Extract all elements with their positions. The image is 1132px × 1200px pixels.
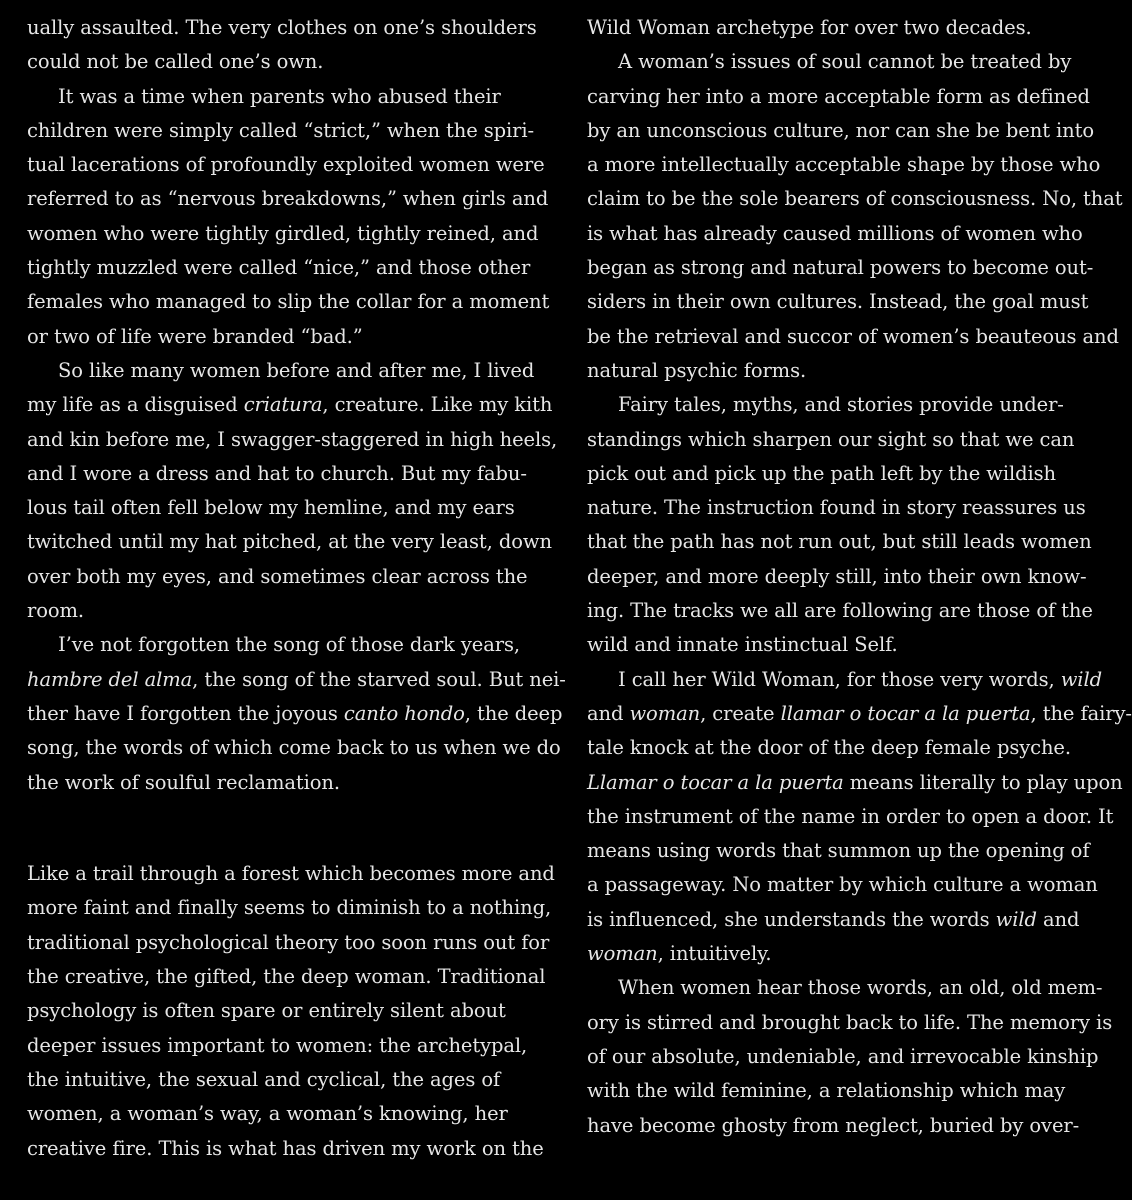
text-run: the instrument of the name in order to open a door. It: [587, 804, 1114, 828]
text-run: began as strong and natural powers to become out-: [587, 256, 1094, 280]
text-line: [587, 354, 1097, 388]
text-line: [27, 423, 558, 457]
text-run: , the fairy-: [1030, 701, 1132, 725]
text-line: [587, 1109, 1097, 1143]
text-run: ing. The tracks we all are following are those of the: [587, 599, 1093, 623]
italic-text: wild: [1060, 667, 1102, 691]
text-line: [587, 697, 1132, 731]
text-line: [27, 491, 547, 525]
text-line: [587, 80, 1097, 114]
text-run: of our absolute, undeniable, and irrevocable kinship: [587, 1044, 1099, 1068]
text-line: [27, 994, 547, 1028]
text-run: women who were tightly girdled, tightly reined, and: [27, 221, 539, 245]
text-run: traditional psychological theory too soon runs out for: [27, 930, 550, 954]
text-run: , intuitively.: [657, 942, 772, 966]
text-line: [27, 525, 552, 559]
text-line: [587, 1040, 1097, 1074]
text-run: twitched until my hat pitched, at the very least, down: [27, 530, 552, 554]
paragraph-gap: [27, 834, 547, 857]
text-line: [27, 217, 547, 251]
italic-text: woman: [629, 701, 701, 725]
text-run: children were simply called “strict,” when the spiri-: [27, 118, 535, 142]
text-line: [587, 1074, 1097, 1108]
text-run: deeper, and more deeply still, into their own know-: [587, 564, 1087, 588]
text-run: claim to be the sole bearers of consciousness. No, that: [587, 187, 1123, 211]
text-line: [27, 80, 547, 114]
text-run: I call her Wild Woman, for those very words,: [618, 667, 1061, 691]
text-run: is what has already caused millions of women who: [587, 221, 1083, 245]
text-line: [27, 697, 563, 731]
text-run: ually assaulted. The very clothes on one’s shoulders: [27, 16, 537, 39]
text-run: or two of life were branded “bad.”: [27, 324, 363, 348]
text-run: room.: [27, 599, 84, 623]
text-run: Wild Woman archetype for over two decades.: [587, 16, 1032, 39]
text-run: women, a woman’s way, a woman’s knowing, her: [27, 1102, 508, 1126]
text-line: [587, 217, 1097, 251]
text-line: [27, 114, 547, 148]
text-line: [587, 114, 1097, 148]
text-line: [587, 628, 1097, 662]
text-line: [587, 11, 1097, 45]
text-line: [587, 1006, 1113, 1040]
text-run: ther have I forgotten the joyous: [27, 701, 344, 725]
text-line: [587, 285, 1097, 319]
text-run: wild and innate instinctual Self.: [587, 633, 898, 657]
text-line: [587, 388, 1097, 422]
text-run: with the wild feminine, a relationship which may: [587, 1079, 1066, 1103]
text-line: [27, 148, 547, 182]
text-line: [587, 251, 1097, 285]
text-run: Fairy tales, myths, and stories provide under-: [618, 393, 1064, 417]
text-line: [27, 731, 561, 765]
text-line: [587, 868, 1097, 902]
text-run: So like many women before and after me, I lived: [58, 358, 535, 382]
text-line: [587, 457, 1097, 491]
text-run: and kin before me, I swagger-staggered in high heels,: [27, 427, 558, 451]
text-run: nature. The instruction found in story reassures us: [587, 496, 1086, 520]
text-line: [27, 285, 550, 319]
text-run: could not be called one’s own.: [27, 50, 324, 74]
right-text-column: [587, 11, 1132, 1143]
text-run: the creative, the gifted, the deep woman. Traditional: [27, 965, 546, 989]
text-line: [587, 182, 1123, 216]
text-line: [27, 1132, 547, 1166]
text-line: [587, 766, 1123, 800]
text-run: standings which sharpen our sight so that we can: [587, 427, 1075, 451]
text-line: [587, 903, 1097, 937]
text-run: more faint and finally seems to diminish to a nothing,: [27, 896, 552, 920]
text-run: and: [1036, 907, 1080, 931]
text-run: psychology is often spare or entirely silent about: [27, 999, 506, 1023]
text-line: [587, 423, 1097, 457]
text-line: [587, 560, 1097, 594]
text-line: [587, 45, 1097, 79]
italic-text: Llamar o tocar a la puerta: [587, 770, 844, 794]
text-line: [587, 320, 1119, 354]
text-line: [27, 11, 547, 45]
text-line: [27, 857, 555, 891]
text-run: creative fire. This is what has driven my work on the: [27, 1136, 544, 1160]
text-run: Like a trail through a forest which becomes more and: [27, 862, 555, 886]
italic-text: woman: [587, 942, 658, 966]
text-run: females who managed to slip the collar for a moment: [27, 290, 550, 314]
text-run: referred to as “nervous breakdowns,” when girls and: [27, 187, 549, 211]
text-line: [587, 663, 1102, 697]
text-line: [587, 491, 1097, 525]
text-run: the intuitive, the sexual and cyclical, the ages of: [27, 1067, 501, 1091]
italic-text: llamar o tocar a la puerta: [780, 701, 1031, 725]
text-run: by an unconscious culture, nor can she be bent into: [587, 118, 1094, 142]
text-run: It was a time when parents who abused their: [58, 84, 501, 108]
italic-text: wild: [995, 907, 1037, 931]
text-run: , create: [700, 701, 781, 725]
text-line: [587, 834, 1097, 868]
text-line: [587, 731, 1097, 765]
text-run: and I wore a dress and hat to church. But my fabu-: [27, 461, 527, 485]
italic-text: canto hondo: [343, 701, 465, 725]
text-line: [27, 1063, 547, 1097]
text-run: means literally to play upon: [843, 770, 1123, 794]
text-line: [587, 594, 1097, 628]
paragraph-gap: [27, 800, 547, 834]
text-line: [27, 182, 547, 216]
text-run: my life as a disguised: [27, 393, 244, 417]
text-run: ory is stirred and brought back to life. The memory is: [587, 1010, 1113, 1034]
text-run: the work of soulful reclamation.: [27, 770, 340, 794]
text-line: [587, 937, 1097, 971]
text-line: [27, 251, 547, 285]
text-run: tale knock at the door of the deep female psyche.: [587, 736, 1071, 760]
text-run: natural psychic forms.: [587, 358, 807, 382]
text-line: [587, 148, 1101, 182]
text-line: [27, 766, 547, 800]
text-run: a more intellectually acceptable shape by those who: [587, 153, 1101, 177]
text-run: that the path has not run out, but still leads women: [587, 530, 1092, 554]
text-line: [27, 663, 566, 697]
text-line: [27, 1029, 547, 1063]
left-text-column: [27, 11, 566, 1166]
text-run: song, the words of which come back to us when we do: [27, 736, 561, 760]
text-run: carving her into a more acceptable form as defined: [587, 84, 1090, 108]
italic-text: hambre del alma: [27, 667, 193, 691]
text-line: [27, 320, 547, 354]
text-run: a passageway. No matter by which culture a woman: [587, 873, 1098, 897]
text-line: [27, 960, 547, 994]
text-run: lous tail often fell below my hemline, and my ears: [27, 496, 515, 520]
text-line: [27, 891, 552, 925]
text-line: [27, 457, 547, 491]
italic-text: criatura: [243, 393, 323, 417]
text-line: [27, 354, 547, 388]
text-run: pick out and pick up the path left by the wildish: [587, 461, 1056, 485]
text-run: over both my eyes, and sometimes clear across the: [27, 564, 528, 588]
text-line: [27, 926, 550, 960]
text-line: [27, 628, 547, 662]
text-run: , creature. Like my kith: [322, 393, 553, 417]
text-line: [587, 971, 1103, 1005]
text-run: means using words that summon up the opening of: [587, 839, 1090, 863]
text-line: [587, 525, 1097, 559]
text-run: tightly muzzled were called “nice,” and those other: [27, 256, 531, 280]
text-run: deeper issues important to women: the archetypal,: [27, 1033, 528, 1057]
text-line: [27, 45, 547, 79]
text-run: A woman’s issues of soul cannot be treated by: [618, 50, 1072, 74]
text-line: [27, 560, 547, 594]
text-run: tual lacerations of profoundly exploited women were: [27, 153, 545, 177]
text-run: is influenced, she understands the words: [587, 907, 996, 931]
text-run: When women hear those words, an old, old mem-: [618, 976, 1103, 1000]
text-line: [587, 800, 1114, 834]
text-line: [27, 594, 547, 628]
text-run: and: [587, 701, 630, 725]
text-run: I’ve not forgotten the song of those dark years,: [58, 633, 520, 657]
text-run: , the song of the starved soul. But nei-: [192, 667, 566, 691]
text-line: [27, 388, 553, 422]
text-run: siders in their own cultures. Instead, the goal must: [587, 290, 1089, 314]
text-run: have become ghosty from neglect, buried by over-: [587, 1113, 1080, 1137]
text-line: [27, 1097, 547, 1131]
text-run: be the retrieval and succor of women’s beauteous and: [587, 324, 1119, 348]
text-run: , the deep: [464, 701, 563, 725]
